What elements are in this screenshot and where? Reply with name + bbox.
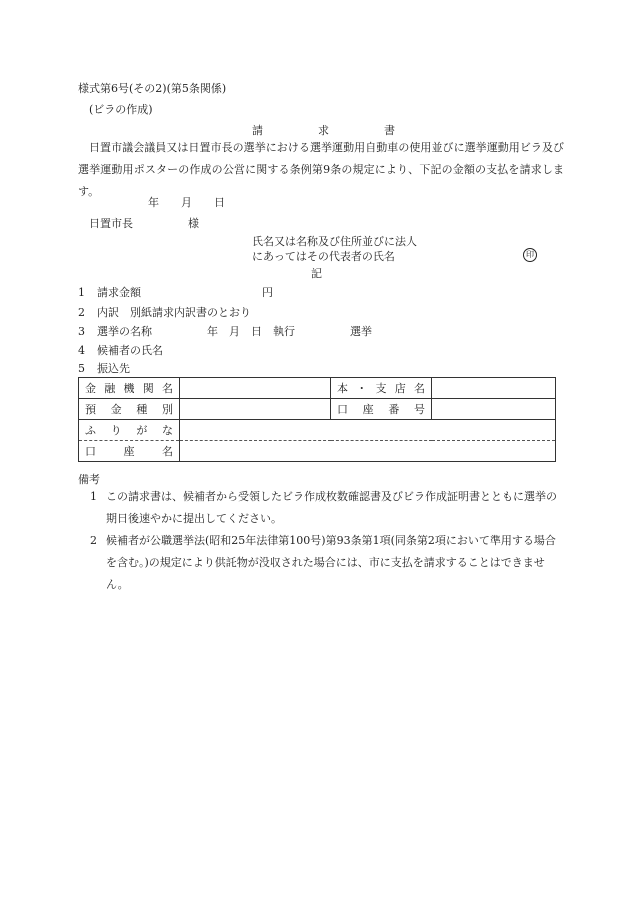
list-item (78, 287, 273, 298)
note-text: この請求書は、候補者から受領したビラ作成枚数確認書及びビラ作成証明書とともに選挙の期日後速やかに提出してください。 (106, 490, 557, 525)
note-text: 候補者が公職選挙法(昭和25年法律第100号)第93条第1項(同条第2項において準用する場合を含む。)の規定により供託物が没収された場合には、市に支払を請求することはできません。 (106, 534, 556, 591)
deposit-type-field[interactable] (180, 399, 331, 420)
table-row (79, 378, 556, 399)
table-row (79, 420, 556, 441)
item-text: 振込先 (97, 362, 130, 375)
item-text: 請求金額 円 (97, 286, 273, 299)
item-number: 3 (78, 325, 85, 338)
claimant-label-line1: 氏名又は名称及び住所並びに法人 (252, 235, 417, 248)
furigana-field[interactable] (180, 420, 556, 441)
account-number-label: 口座番号 (331, 399, 432, 420)
remark-note (90, 530, 558, 596)
account-name-field[interactable] (180, 441, 556, 462)
table-row (79, 399, 556, 420)
branch-field[interactable] (432, 378, 556, 399)
claimant-label-line2: にあってはその代表者の氏名 (252, 250, 395, 263)
addressee: 日置市長 様 (89, 217, 199, 230)
seal-icon: 印 (523, 248, 537, 262)
item-number: 5 (78, 362, 85, 375)
item-text: 内訳 別紙請求内訳書のとおり (97, 306, 251, 319)
branch-label: 本・支店名 (331, 378, 432, 399)
item-number: 2 (78, 306, 85, 319)
note-number: 1 (90, 490, 97, 503)
intro-paragraph: 日置市議会議員又は日置市長の選挙における選挙運動用自動車の使用並びに選挙運動用ビラ及び選挙運動用ポスターの作成の公営に関する条例第9条の規定により、下記の金額の支払を請求します。 (78, 141, 564, 198)
remark-note (90, 486, 558, 530)
ki-heading: 記 (311, 267, 322, 280)
bank-name-label: 金融機関名 (79, 378, 180, 399)
form-number: 様式第6号(その2)(第5条関係) (78, 82, 227, 95)
item-number: 4 (78, 344, 85, 357)
table-row (79, 441, 556, 462)
list-item (78, 345, 163, 356)
list-item (78, 326, 372, 337)
item-number: 1 (78, 286, 85, 299)
item-text: 選挙の名称 年 月 日 執行 選挙 (97, 325, 372, 338)
list-item (78, 307, 251, 318)
remarks-heading: 備考 (78, 473, 100, 486)
furigana-label: ふりがな (79, 420, 180, 441)
bank-transfer-table (78, 377, 556, 462)
document-title: 請 求 書 (252, 124, 395, 137)
form-subtitle: (ビラの作成) (89, 103, 153, 116)
deposit-type-label: 預金種別 (79, 399, 180, 420)
item-text: 候補者の氏名 (97, 344, 163, 357)
date-line: 年 月 日 (148, 196, 225, 209)
account-number-field[interactable] (432, 399, 556, 420)
list-item (78, 363, 130, 374)
account-name-label: 口座名 (79, 441, 180, 462)
bank-name-field[interactable] (180, 378, 331, 399)
note-number: 2 (90, 534, 97, 547)
